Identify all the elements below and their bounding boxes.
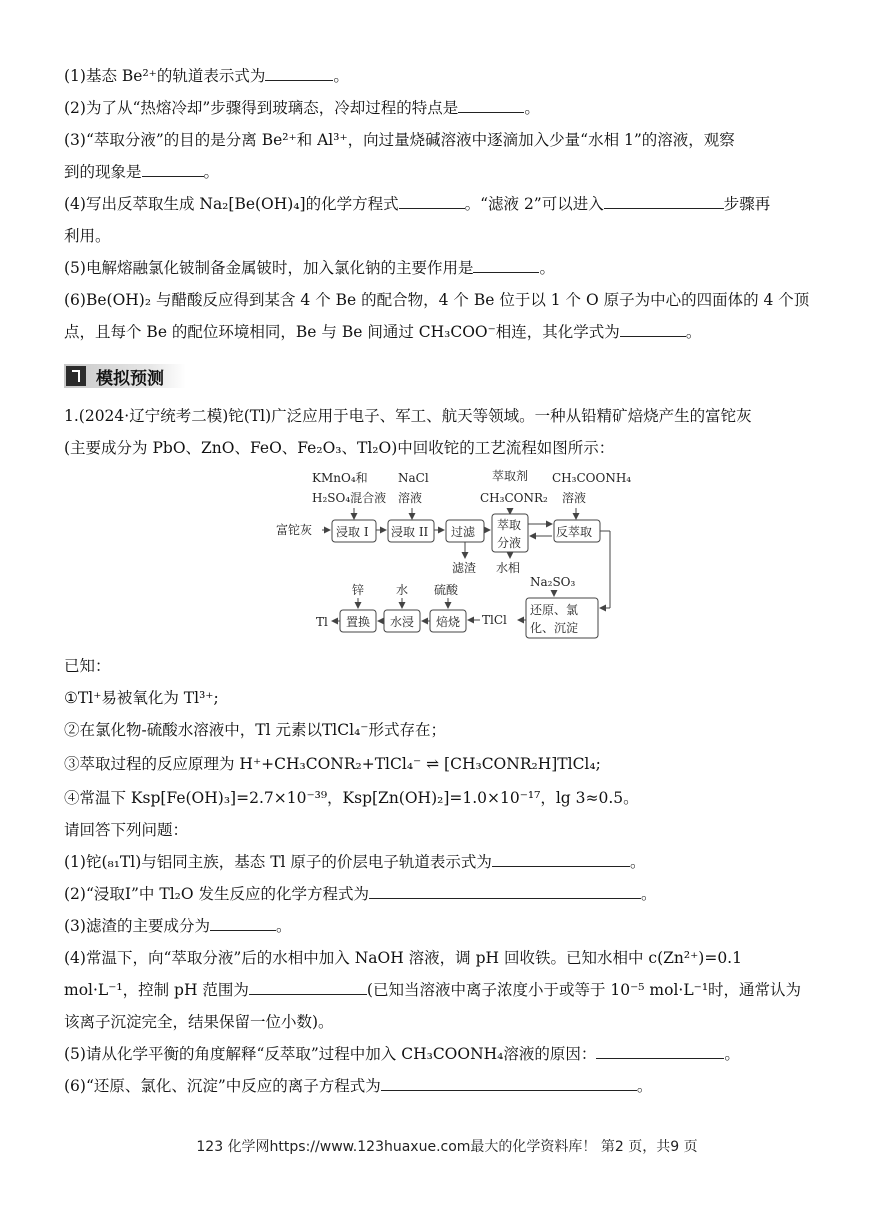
aqueous-phase: 水相 — [496, 561, 521, 575]
box-replace-label: 置换 — [346, 615, 371, 629]
section-icon — [66, 366, 86, 386]
tl-product: Tl — [316, 615, 328, 629]
question-3-line1: (3)“萃取分液”的目的是分离 Be²⁺和 Al³⁺，向过量烧碱溶液中逐滴加入少量“水相 1”的溶液，观察 — [64, 131, 735, 149]
box-filter-label: 过滤 — [451, 525, 476, 539]
reagent-na2so3: Na₂SO₃ — [530, 575, 576, 589]
reagent-water: 水 — [396, 583, 409, 597]
known-4: ④常温下 Ksp[Fe(OH)₃]=2.7×10⁻³⁹，Ksp[Zn(OH)₂]=1.0×10⁻¹⁷，lg 3≈0.5。 — [64, 789, 639, 807]
box-roast-label: 焙烧 — [436, 615, 461, 629]
question-4-line1: (4)写出反萃取生成 Na₂[Be(OH)₄]的化学方程式 。“滤液 2”可以进入 步骤再 — [64, 195, 771, 213]
answer-5: (5)请从化学平衡的角度解释“反萃取”过程中加入 CH₃COONH₄溶液的原因： 。 — [64, 1045, 740, 1063]
question-3-line2: 到的现象是 。 — [64, 163, 220, 181]
box-reduce-label-1: 还原、氯 — [530, 603, 579, 617]
known-2: ②在氯化物-硫酸水溶液中，Tl 元素以TlCl₄⁻形式存在； — [64, 721, 446, 739]
box-water-leach-label: 水浸 — [390, 615, 415, 629]
reagent-nacl: NaCl — [398, 471, 429, 485]
reagent-h2so4: H₂SO₄混合液 — [312, 491, 387, 505]
known-1: ①Tl⁺易被氧化为 Tl³⁺; — [64, 689, 219, 707]
reagent-sulfuric-acid: 硫酸 — [434, 583, 459, 597]
answer-4-line3: 该离子沉淀完全，结果保留一位小数)。 — [64, 1013, 334, 1031]
reagent-ch3coonh4-solution: 溶液 — [562, 491, 587, 505]
problem-1-line1: 1.(2024·辽宁统考二模)铊(Tl)广泛应用于电子、军工、航天等领域。一种从铅精矿焙烧产生的富铊灰 — [64, 407, 752, 425]
process-flow-diagram — [0, 466, 894, 646]
page-footer: 123 化学网https://www.123huaxue.com最大的化学资料库！ 第2 页，共9 页 — [196, 1139, 698, 1155]
box-back-extract-label: 反萃取 — [556, 525, 593, 539]
box-extract-label-1: 萃取 — [497, 518, 522, 532]
answer-2: (2)“浸取Ⅰ”中 Tl₂O 发生反应的化学方程式为 。 — [64, 885, 657, 903]
question-5: (5)电解熔融氯化铍制备金属铍时，加入氯化钠的主要作用是 。 — [64, 259, 555, 277]
question-2: (2)为了从“热熔冷却”步骤得到玻璃态，冷却过程的特点是 。 — [64, 99, 540, 117]
answer-4-line2: mol·L⁻¹，控制 pH 范围为 (已知当溶液中离子浓度小于或等于 10⁻⁵ mol·L⁻¹时，通常认为 — [64, 981, 802, 999]
reagent-ch3conr2: CH₃CONR₂ — [480, 491, 548, 505]
section-header — [64, 364, 186, 388]
reagent-ch3coonh4: CH₃COONH₄ — [552, 471, 632, 485]
box-leach-2-label: 浸取 II — [391, 525, 429, 539]
filter-residue: 滤渣 — [452, 561, 477, 575]
ask-prompt: 请回答下列问题： — [64, 821, 189, 839]
box-reduce-label-2: 化、沉淀 — [530, 621, 579, 635]
reagent-extractant: 萃取剂 — [492, 469, 529, 483]
reagent-nacl-solution: 溶液 — [398, 491, 423, 505]
reagent-kmno4: KMnO₄和 — [312, 471, 368, 485]
box-extract-label-2: 分液 — [497, 536, 522, 550]
box-leach-1-label: 浸取 I — [336, 525, 369, 539]
known-3: ③萃取过程的反应原理为 H⁺+CH₃CONR₂+TlCl₄⁻ ⇌ [CH₃CONR₂H]TlCl₄; — [64, 755, 601, 773]
question-1: (1)基态 Be²⁺的轨道表示式为 。 — [64, 67, 349, 85]
tlcl-product: TlCl — [482, 613, 507, 627]
reagent-zinc: 锌 — [352, 583, 365, 597]
problem-1-line2: (主要成分为 PbO、ZnO、FeO、Fe₂O₃、Tl₂O)中回收铊的工艺流程如图所示： — [64, 439, 615, 457]
question-6-line1: (6)Be(OH)₂ 与醋酸反应得到某含 4 个 Be 的配合物，4 个 Be 位于以 1 个 O 原子为中心的四面体的 4 个顶 — [64, 291, 810, 309]
answer-3: (3)滤渣的主要成分为 。 — [64, 917, 292, 935]
answer-6: (6)“还原、氯化、沉淀”中反应的离子方程式为 。 — [64, 1077, 653, 1095]
section-title: 模拟预测 — [96, 368, 164, 389]
answer-1: (1)铊(₈₁Tl)与铝同主族，基态 Tl 原子的价层电子轨道表示式为 。 — [64, 853, 646, 871]
answer-4-line1: (4)常温下，向“萃取分液”后的水相中加入 NaOH 溶液，调 pH 回收铁。已知水相中 c(Zn²⁺)=0.1 — [64, 949, 742, 967]
known-label: 已知： — [64, 657, 111, 675]
flow-start: 富铊灰 — [276, 523, 313, 537]
question-6-line2: 点，且每个 Be 的配位环境相同，Be 与 Be 间通过 CH₃COO⁻相连，其化学式为 。 — [64, 323, 702, 341]
question-4-line2: 利用。 — [64, 227, 111, 245]
